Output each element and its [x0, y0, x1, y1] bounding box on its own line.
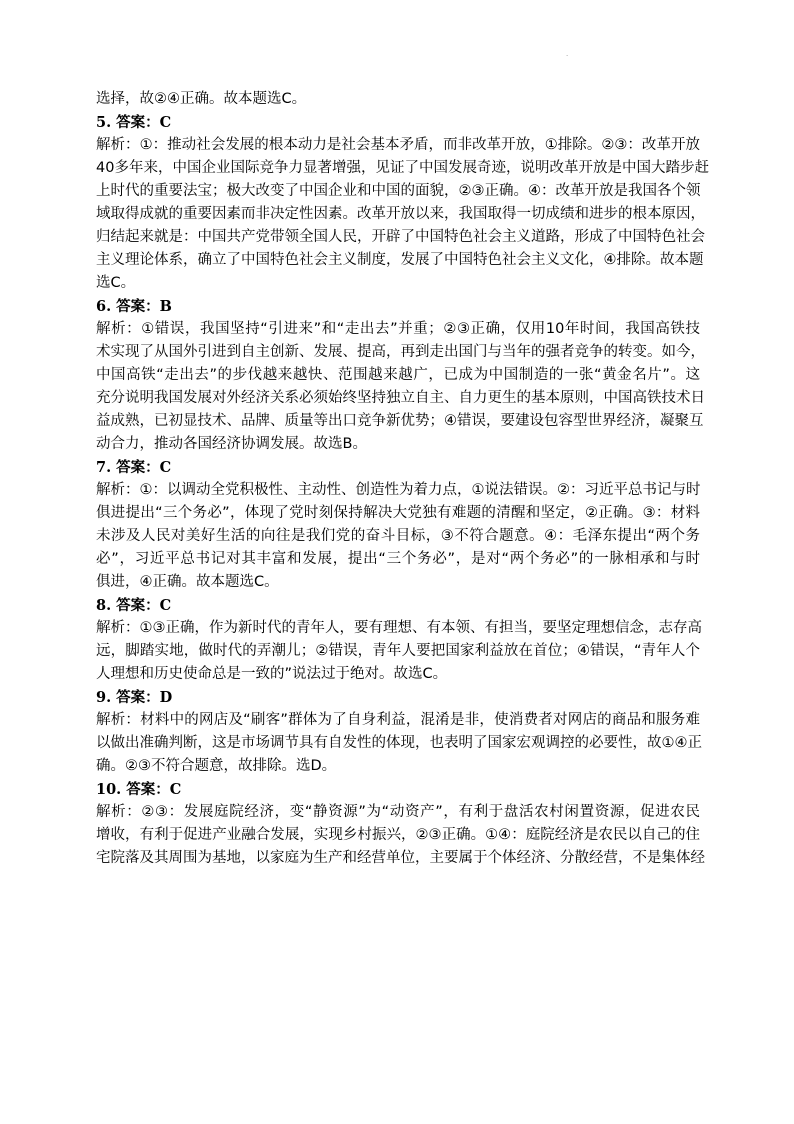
explanation-line: 选择，故②④正确。故本题选C。	[96, 91, 307, 107]
explanation-line: 解析：①错误，我国坚持“引进来”和“走出去”并重；②③正确，仅用10年时间，我国高铁技	[96, 321, 700, 337]
explanation-line: 40多年来，中国企业国际竞争力显著增强，见证了中国发展奇迹，说明改革开放是中国大踏步赶	[96, 160, 709, 176]
explanation-line: 选C。	[96, 275, 136, 291]
explanation-line: 以做出准确判断，这是市场调节具有自发性的体现，也表明了国家宏观调控的必要性，故①④正	[96, 735, 702, 751]
explanation-line: 主义理论体系，确立了中国特色社会主义制度，发展了中国特色社会主义文化，④排除。故本题	[96, 252, 704, 268]
explanation-line: 中国高铁“走出去”的步伐越来越快、范围越来越广，已成为中国制造的一张“黄金名片”。这	[96, 367, 700, 383]
explanation-line: 充分说明我国发展对外经济关系必须始终坚持独立自主、自力更生的基本原则，中国高铁技术日	[96, 390, 705, 406]
explanation-line: 俱进，④正确。故本题选C。	[96, 574, 279, 590]
explanation-line: 上时代的重要法宝；极大改变了中国企业和中国的面貌，②③正确。④：改革开放是我国各个领	[96, 183, 701, 199]
explanation-line: 动合力，推动各国经济协调发展。故选B。	[96, 436, 367, 452]
explanation-line: 归结起来就是：中国共产党带领全国人民，开辟了中国特色社会主义道路，形成了中国特色社会	[96, 229, 705, 245]
explanation-line: 宅院落及其周围为基地，以家庭为生产和经营单位，主要属于个体经济、分散经营，不是集体经	[96, 850, 705, 866]
explanation-line: 域取得成就的重要因素而非决定性因素。改革开放以来，我国取得一切成绩和进步的根本原因，	[96, 206, 705, 222]
answer-heading: 6. 答案：B	[96, 298, 172, 315]
answer-heading: 9. 答案：D	[96, 689, 173, 706]
explanation-line: 未涉及人民对美好生活的向往是我们党的奋斗目标，③不符合题意。④：毛泽东提出“两个务	[96, 528, 700, 544]
explanation-line: 术实现了从国外引进到自主创新、发展、提高，再到走出国门与当年的强者竞争的转变。如今，	[96, 344, 705, 360]
answer-heading: 5. 答案：C	[96, 114, 172, 131]
explanation-line: 增收，有利于促进产业融合发展，实现乡村振兴，②③正确。①④：庭院经济是农民以自己的住	[96, 827, 700, 843]
explanation-line: 解析：①③正确，作为新时代的青年人，要有理想、有本领、有担当，要坚定理想信念，志存高	[96, 620, 702, 636]
page-mark: ·	[566, 52, 569, 60]
answer-heading: 8. 答案：C	[96, 597, 172, 614]
explanation-line: 远，脚踏实地，做时代的弄潮儿；②错误，青年人要把国家利益放在首位；④错误，“青年人个	[96, 643, 700, 659]
explanation-line: 解析：①：以调动全党积极性、主动性、创造性为着力点，①说法错误。②：习近平总书记与时	[96, 482, 701, 498]
explanation-line: 解析：①：推动社会发展的根本动力是社会基本矛盾，而非改革开放，①排除。②③：改革开放	[96, 137, 700, 153]
answer-heading: 10. 答案：C	[96, 781, 182, 798]
answer-heading: 7. 答案：C	[96, 459, 172, 476]
explanation-line: 确。②③不符合题意，故排除。选D。	[96, 758, 337, 774]
explanation-line: 必”，习近平总书记对其丰富和发展，提出“三个务必”，是对“两个务必”的一脉相承和与时	[96, 551, 700, 567]
explanation-line: 人理想和历史使命总是一致的”说法过于绝对。故选C。	[96, 666, 448, 682]
explanation-line: 俱进提出“三个务必”，体现了党时刻保持解决大党独有难题的清醒和坚定，②正确。③：材料	[96, 505, 700, 521]
answer-explanations	[96, 88, 709, 870]
explanation-line: 益成熟，已初显技术、品牌、质量等出口竞争新优势；④错误，要建设包容型世界经济，凝聚互	[96, 413, 704, 429]
explanation-line: 解析：②③：发展庭院经济，变“静资源”为“动资产”，有利于盘活农村闲置资源，促进农民	[96, 804, 700, 820]
explanation-line: 解析：材料中的网店及“刷客”群体为了自身利益，混淆是非，使消费者对网店的商品和服务难	[96, 712, 700, 728]
